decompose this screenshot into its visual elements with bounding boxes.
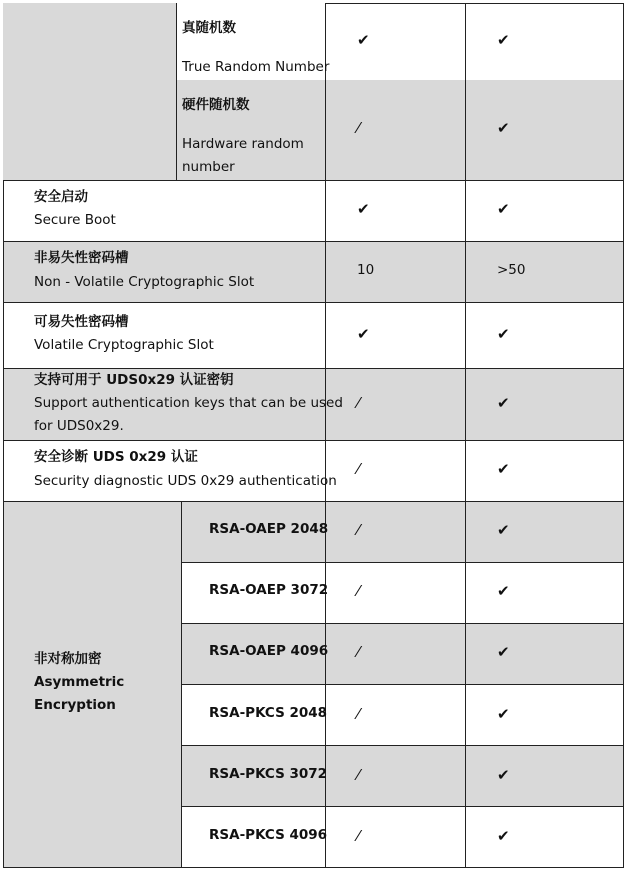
uds-auth-zh: 安全诊断 UDS 0x29 认证 [34, 449, 198, 465]
rsa-item-label: RSA-PKCS 2048 [209, 705, 328, 721]
rsa-item-col2-mark: ✔ [497, 827, 510, 845]
true-random-en: True Random Number [182, 59, 330, 75]
line-random-group-bottom [3, 180, 624, 181]
v-slot-en: Volatile Cryptographic Slot [34, 337, 214, 353]
true-random-col1-mark: ✔ [357, 31, 370, 49]
line-oaep-4096-bottom [181, 684, 624, 685]
line-oaep-2048-bottom [181, 562, 624, 563]
secure-boot-col1-mark: ✔ [357, 200, 370, 218]
nv-slot-en: Non - Volatile Cryptographic Slot [34, 274, 255, 290]
hardware-random-en-line1: Hardware random [182, 136, 304, 152]
true-random-col2-mark: ✔ [497, 31, 510, 49]
line-top [325, 3, 624, 4]
uds-keys-col1-mark: ⁄ [357, 394, 360, 412]
line-pkcs-2048-bottom [181, 745, 624, 746]
line-uds-auth-bottom [3, 501, 624, 502]
hardware-random-zh: 硬件随机数 [182, 97, 250, 113]
uds-auth-col1-mark: ⁄ [357, 460, 360, 478]
v-slot-zh: 可易失性密码槽 [34, 314, 129, 330]
line-bottom [3, 867, 624, 868]
v-slot-col2-mark: ✔ [497, 325, 510, 343]
rsa-item-col2-mark: ✔ [497, 643, 510, 661]
secure-boot-zh: 安全启动 [34, 189, 88, 205]
hardware-random-col2-mark: ✔ [497, 119, 510, 137]
group-cell-random [3, 3, 177, 180]
rsa-item-label: RSA-PKCS 4096 [209, 827, 328, 843]
nv-slot-col1-value: 10 [357, 262, 375, 278]
rsa-item-col1-mark: ⁄ [357, 582, 360, 600]
uds-keys-en-line2: for UDS0x29. [34, 418, 124, 434]
line-uds-keys-bottom [3, 440, 624, 441]
border-col-sub-top [176, 3, 177, 180]
uds-keys-en-line1: Support authentication keys that can be used [34, 395, 343, 411]
border-right [623, 3, 624, 867]
rsa-item-col1-mark: ⁄ [357, 766, 360, 784]
rsa-item-label: RSA-OAEP 4096 [209, 643, 329, 659]
cell-true-random-col2 [466, 3, 623, 80]
rsa-item-col2-mark: ✔ [497, 521, 510, 539]
border-col1 [325, 3, 326, 867]
secure-boot-en: Secure Boot [34, 212, 116, 228]
rsa-item-col2-mark: ✔ [497, 705, 510, 723]
rsa-item-col1-mark: ⁄ [357, 827, 360, 845]
rsa-item-col1-mark: ⁄ [357, 643, 360, 661]
rsa-item-col2-mark: ✔ [497, 582, 510, 600]
true-random-zh: 真随机数 [182, 20, 236, 36]
border-left [3, 180, 4, 867]
line-oaep-3072-bottom [181, 623, 624, 624]
uds-keys-col2-mark: ✔ [497, 394, 510, 412]
hardware-random-col1-mark: ⁄ [357, 119, 360, 137]
uds-auth-en: Security diagnostic UDS 0x29 authentication [34, 473, 337, 489]
nv-slot-col2-value: >50 [497, 262, 526, 278]
v-slot-col1-mark: ✔ [357, 325, 370, 343]
rsa-item-label: RSA-OAEP 2048 [209, 521, 329, 537]
asymmetric-en-line2: Encryption [34, 697, 116, 713]
rsa-item-label: RSA-OAEP 3072 [209, 582, 329, 598]
rsa-item-col1-mark: ⁄ [357, 705, 360, 723]
border-col2 [465, 3, 466, 867]
line-pkcs-3072-bottom [181, 806, 624, 807]
line-secure-boot-bottom [3, 241, 624, 242]
asymmetric-zh: 非对称加密 [34, 651, 102, 667]
line-v-slot-top [3, 302, 624, 303]
rsa-item-label: RSA-PKCS 3072 [209, 766, 328, 782]
cell-true-random-col1 [326, 3, 466, 80]
secure-boot-col2-mark: ✔ [497, 200, 510, 218]
asymmetric-en-line1: Asymmetric [34, 674, 125, 690]
nv-slot-zh: 非易失性密码槽 [34, 250, 129, 266]
rsa-item-col1-mark: ⁄ [357, 521, 360, 539]
uds-keys-zh: 支持可用于 UDS0x29 认证密钥 [34, 372, 234, 388]
uds-auth-col2-mark: ✔ [497, 460, 510, 478]
hardware-random-en-line2: number [182, 159, 235, 175]
rsa-item-col2-mark: ✔ [497, 766, 510, 784]
